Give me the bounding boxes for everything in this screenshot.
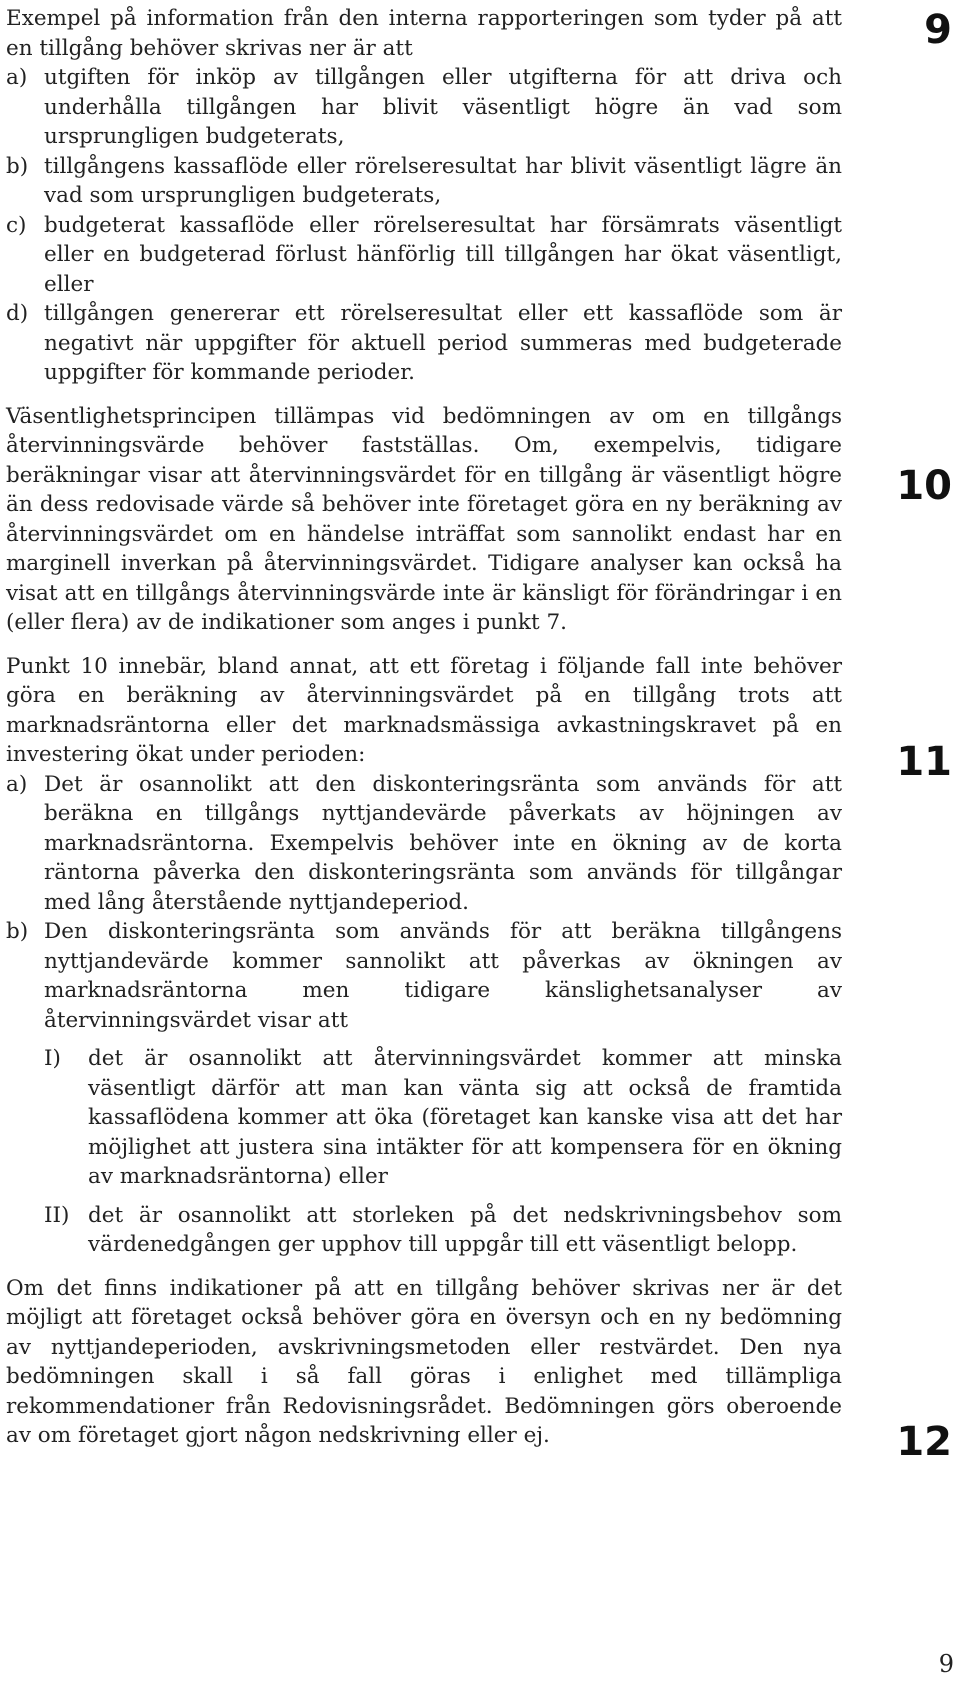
paragraph-12-text: Om det finns indikationer på att en tillgång behöver skrivas ner är det möjligt att företaget också behöver göra en översyn och en ny bedömning av nyttjandeperioden, avskrivningsmetoden eller restvärdet. Den nya bedömningen skall i så fall göras i enlighet med tillämpliga rekommendationer från Redovisningsrådet. Bedömningen görs oberoende av om företaget gjort någon nedskrivning eller ej.	[6, 1275, 842, 1448]
sub-item-ii	[44, 1201, 842, 1260]
paragraph-11-intro: Punkt 10 innebär, bland annat, att ett företag i följande fall inte behöver göra en beräkning av återvinningsvärdet på en tillgång trots att marknadsräntorna eller det marknadsmässiga avkastningskravet på en investering ökat under perioden:	[6, 653, 842, 767]
list-label: b)	[6, 919, 29, 944]
sub-list-label: II)	[44, 1202, 70, 1228]
list-item-b	[6, 917, 842, 1035]
paragraph-number-9: 9	[924, 7, 952, 53]
list-text: tillgången genererar ett rörelseresultat eller ett kassaflöde som är negativt när uppgifter för aktuell period summeras med budgeterade uppgifter för kommande perioder.	[44, 301, 842, 385]
sub-list-label: I)	[44, 1046, 61, 1071]
list-text: budgeterat kassaflöde eller rörelseresultat har försämrats väsentligt eller en budgeterad förlust hänförlig till tillgången har ökat väsentligt, eller	[44, 212, 842, 297]
list-label: a)	[6, 65, 28, 90]
list-text: tillgångens kassaflöde eller rörelseresultat har blivit väsentligt lägre än vad som ursprungligen budgeterats,	[44, 153, 842, 208]
paragraph-number-10: 10	[896, 463, 952, 509]
list-item-a	[6, 770, 842, 918]
list-item-a	[6, 63, 842, 152]
paragraph-10-text: Väsentlighetsprincipen tillämpas vid bedömningen av om en tillgångs återvinningsvärde behöver fastställas. Om, exempelvis, tidigare beräkningar visar att återvinningsvärdet för en tillgång är väsentligt högre än dess redovisade värde så behöver inte företaget göra en ny beräkning av återvinningsvärdet om en händelse inträffat som sannolikt endast har en marginell inverkan på återvinningsvärdet. Tidigare analyser kan också ha visat att en tillgångs återvinningsvärde inte är känsligt för förändringar i en (eller flera) av de indikationer som anges i punkt 7.	[6, 403, 842, 635]
list-label: d)	[6, 301, 29, 326]
main-text-column	[6, 4, 842, 1465]
list-text: utgiften för inköp av tillgången eller utgifterna för att driva och underhålla tillgången har blivit väsentligt högre än vad som ursprungligen budgeterats,	[44, 65, 842, 149]
list-label: c)	[6, 212, 27, 238]
list-item-c	[6, 211, 842, 300]
list-text: Det är osannolikt att den diskonteringsränta som används för att beräkna en tillgångs nyttjandevärde påverkats av höjningen av marknadsräntorna. Exempelvis behöver inte en ökning av de korta räntorna påverka den diskonteringsränta som används för tillgångar med lång återstående nyttjandeperiod.	[44, 771, 842, 915]
list-label: a)	[6, 771, 28, 797]
paragraph-10	[6, 402, 842, 638]
paragraph-9-intro: Exempel på information från den interna rapporteringen som tyder på att en tillgång behöver skrivas ner är att	[6, 6, 842, 61]
sub-list-text: det är osannolikt att återvinningsvärdet kommer att minska väsentligt därför att man kan vänta sig att också de framtida kassaflödena kommer att öka (företaget kan kanske visa att det har möjlighet att justera sina intäkter för att kompensera för en ökning av marknadsräntorna) eller	[88, 1046, 842, 1189]
sub-list-text: det är osannolikt att storleken på det nedskrivningsbehov som värdenedgången ger upphov till uppgår till ett väsentligt belopp.	[88, 1202, 842, 1257]
list-text: Den diskonteringsränta som används för att beräkna tillgångens nyttjandevärde kommer sannolikt att påverkas av ökningen av marknadsräntorna men tidigare känslighetsanalyser av återvinningsvärdet visar att	[44, 919, 842, 1033]
sub-item-i	[44, 1044, 842, 1192]
page-number: 9	[938, 1650, 954, 1678]
paragraph-11	[6, 652, 842, 1260]
list-item-b	[6, 152, 842, 211]
list-label: b)	[6, 153, 29, 179]
list-item-d	[6, 299, 842, 388]
paragraph-number-12: 12	[896, 1419, 952, 1465]
paragraph-9	[6, 4, 842, 388]
paragraph-12	[6, 1274, 842, 1451]
paragraph-number-11: 11	[896, 739, 952, 785]
